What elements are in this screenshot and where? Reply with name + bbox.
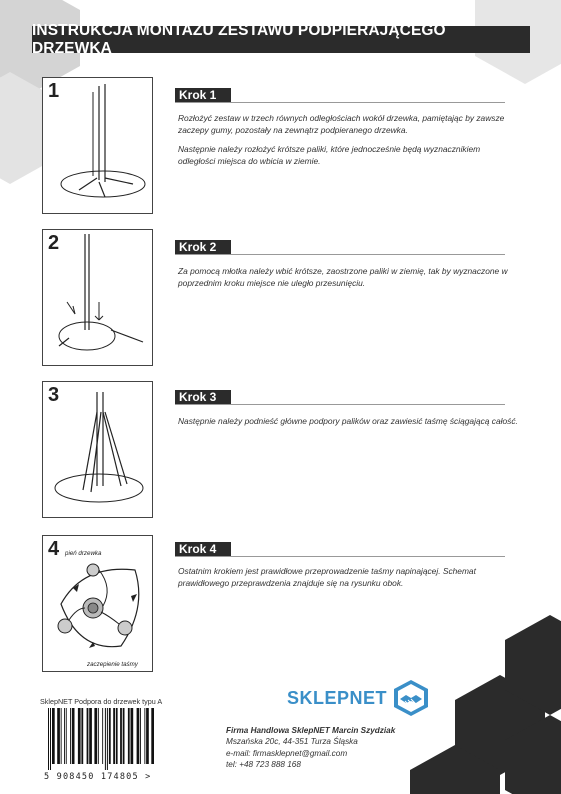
raised-supports-drawing [43, 382, 152, 517]
step-paragraph: Następnie należy podnieść główne podpory palików oraz zawiesić taśmę ściągającą całość. [178, 416, 518, 426]
company-phone: tel: +48 723 888 168 [226, 759, 301, 769]
step-2-badge: Krok 2 [175, 240, 231, 255]
barcode-bar [72, 708, 75, 764]
step-2-illustration [42, 229, 153, 366]
step-number: 2 [48, 232, 60, 254]
barcode-bar [50, 708, 51, 770]
barcode-bar [140, 708, 141, 764]
step-1-illustration [42, 77, 153, 214]
barcode-bar [81, 708, 83, 764]
step-2-text [178, 266, 518, 297]
company-info [226, 725, 395, 770]
divider [175, 556, 505, 557]
hook-label: zaczepienie taśmy [87, 661, 138, 668]
sklepnet-logo [287, 679, 431, 717]
trunk-label: pień drzewka [65, 550, 102, 557]
barcode-bar [120, 708, 122, 764]
step-number: 4 [48, 538, 60, 560]
strap-routing-diagram [43, 536, 152, 671]
barcode-bar [144, 708, 145, 764]
barcode-bar [105, 708, 106, 770]
step-paragraph: Następnie należy rozłożyć krótsze paliki, które jednocześnie będą wyznacznikiem odległości miejsca do wbicia w ziemie. [178, 144, 481, 166]
barcode-bar [70, 708, 71, 764]
barcode-bar [48, 708, 49, 770]
divider [175, 102, 505, 103]
barcode-bar [94, 708, 97, 764]
step-3-text [178, 416, 518, 436]
barcode-bar [61, 708, 62, 764]
barcode-bar [146, 708, 149, 764]
barcode-bar [137, 708, 140, 764]
tree-stake-drawing [43, 78, 152, 213]
barcode-bar [128, 708, 130, 764]
barcode-bar [57, 708, 60, 764]
barcode-number [44, 772, 151, 782]
barcode-bar [64, 708, 65, 764]
barcode-bar [113, 708, 115, 764]
step-4-illustration [42, 535, 153, 672]
barcode-bar [102, 708, 103, 764]
barcode [44, 708, 154, 772]
divider [175, 254, 505, 255]
step-3-badge: Krok 3 [175, 390, 231, 405]
barcode-bar [151, 708, 154, 764]
step-1-text [178, 113, 518, 175]
step-4-text [178, 566, 518, 597]
barcode-bar [89, 708, 92, 764]
step-number: 1 [48, 80, 60, 102]
barcode-digit-first: 5 [44, 772, 51, 782]
step-1-badge: Krok 1 [175, 88, 231, 103]
barcode-bar [123, 708, 125, 764]
step-number: 3 [48, 384, 60, 406]
hammering-stakes-drawing [43, 230, 152, 365]
barcode-digits-right: 174805 [100, 772, 139, 782]
barcode-digits-left: 908450 [56, 772, 95, 782]
barcode-bar [66, 708, 67, 764]
handshake-hexagon-icon [391, 679, 431, 717]
barcode-end-mark: > [145, 772, 152, 782]
product-label: SklepNET Podpora do drzewek typu A [40, 697, 163, 706]
logo-text: SKLEPNET [287, 687, 388, 708]
company-name: Firma Handlowa SklepNET Marcin Szydziak [226, 726, 396, 735]
step-paragraph: Rozłożyć zestaw w trzech równych odległościach wokół drzewka, pamiętając by zawsze zaczepy gumy, pozostały na zewnątrz podpieranego drzewka. [178, 113, 505, 135]
barcode-bar [98, 708, 99, 764]
step-paragraph: Za pomocą młotka należy wbić krótsze, zaostrzone paliki w ziemię, tak by wyznaczone w poprzednim kroku miejsce nie uległo przesunięciu. [178, 266, 508, 288]
barcode-bar [116, 708, 118, 764]
company-address: Mszańska 20c, 44-351 Turza Śląska [226, 737, 358, 747]
divider [175, 404, 505, 405]
step-3-illustration [42, 381, 153, 518]
page-title: INSTRUKCJA MONTAŻU ZESTAWU PODPIERAJĄCEGO DRZEWKA [32, 26, 530, 53]
barcode-bar [87, 708, 89, 764]
step-paragraph: Ostatnim krokiem jest prawidłowe przeprowadzenie taśmy napinającej. Schemat prawidłowego przeprawdzenia znajduje się na rysunku obok. [178, 566, 476, 588]
step-4-badge: Krok 4 [175, 542, 231, 557]
barcode-bar [107, 708, 108, 770]
barcode-bar [131, 708, 134, 764]
company-email: e-mail: firmasklepnet@gmail.com [226, 748, 348, 758]
barcode-bar [52, 708, 55, 764]
barcode-bar [78, 708, 81, 764]
barcode-bar [109, 708, 111, 764]
